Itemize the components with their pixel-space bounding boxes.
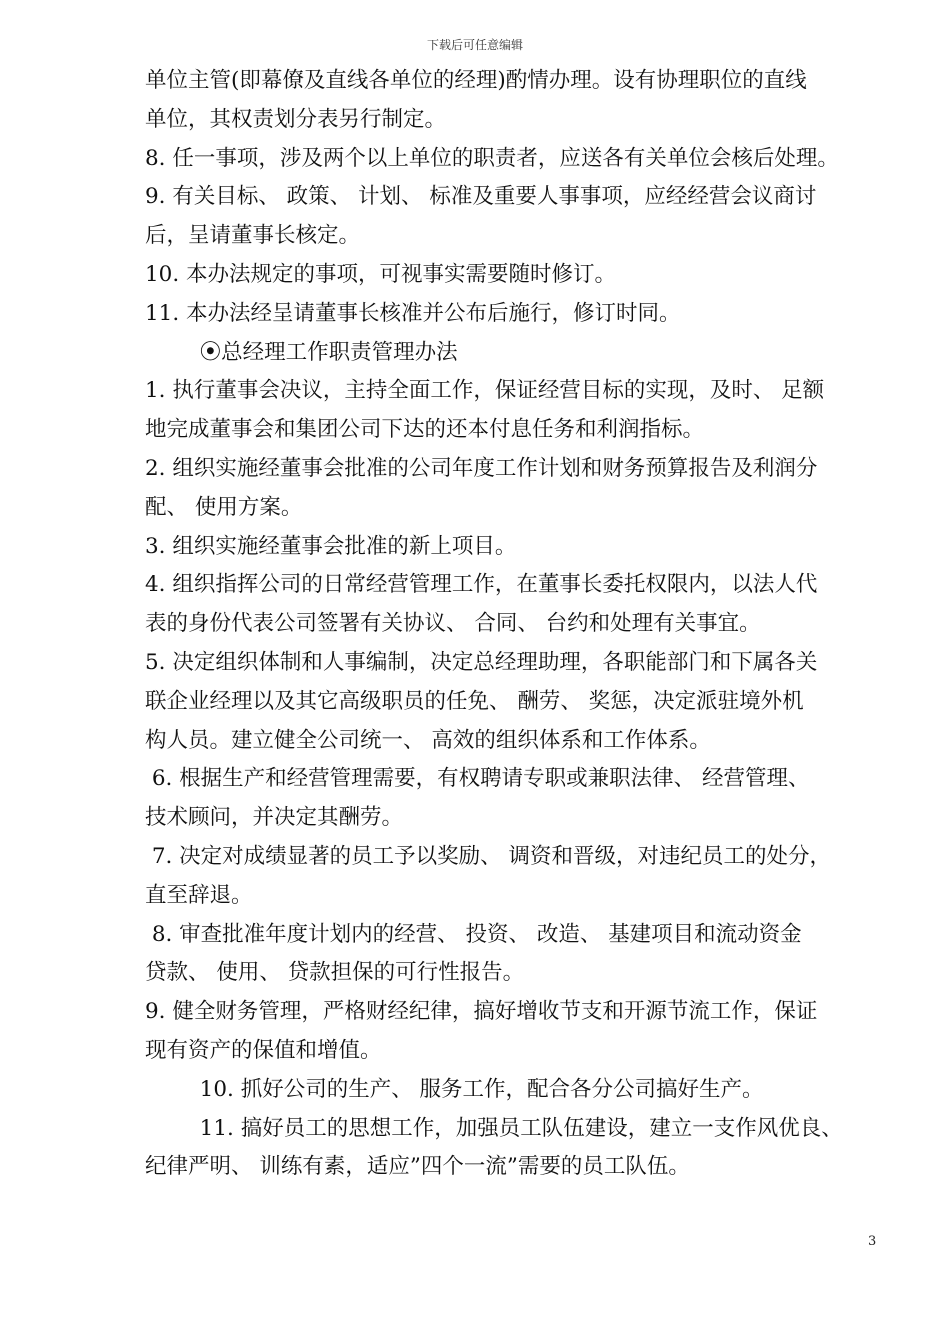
text-line: 现有资产的保值和增值。 — [145, 1037, 382, 1063]
text-line: 2. 组织实施经董事会批准的公司年度工作计划和财务预算报告及利润分 — [145, 455, 818, 481]
text-line: 10. 抓好公司的生产、 服务工作，配合各分公司搞好生产。 — [145, 1076, 764, 1102]
text-line: 构人员。建立健全公司统一、 高效的组织体系和工作体系。 — [145, 727, 711, 753]
text-line: 11. 搞好员工的思想工作，加强员工队伍建设，建立一支作风优良、 — [145, 1115, 843, 1141]
text-line: 1. 执行董事会决议，主持全面工作，保证经营目标的实现，及时、 足额 — [145, 378, 825, 404]
text-line: 直至辞退。 — [145, 882, 253, 908]
text-line: 贷款、 使用、 贷款担保的可行性报告。 — [145, 960, 525, 986]
text-line: 5. 决定组织体制和人事编制，决定总经理助理，各职能部门和下属各关 — [145, 649, 818, 675]
text-line: 11. 本办法经呈请董事长核准并公布后施行，修订时同。 — [145, 300, 681, 326]
text-line: 联企业经理以及其它高级职员的任免、 酬劳、 奖惩，决定派驻境外机 — [145, 688, 804, 714]
text-line: 地完成董事会和集团公司下达的还本付息任务和利润指标。 — [145, 417, 705, 443]
text-line: 8. 审查批准年度计划内的经营、 投资、 改造、 基建项目和流动资金 — [145, 921, 802, 947]
text-line: 8. 任一事项，涉及两个以上单位的职责者，应送各有关单位会核后处理。 — [145, 145, 839, 171]
text-line: 表的身份代表公司签署有关协议、 合同、 台约和处理有关事宜。 — [145, 611, 761, 637]
text-line: 配、 使用方案。 — [145, 494, 303, 520]
text-line: 纪律严明、 训练有素，适应”四个一流”需要的员工队伍。 — [145, 1154, 690, 1180]
text-line: 3. 组织实施经董事会批准的新上项目。 — [145, 533, 517, 559]
text-line: 4. 组织指挥公司的日常经营管理工作，在董事长委托权限内，以法人代 — [145, 572, 818, 598]
text-line: 7. 决定对成绩显著的员工予以奖励、 调资和晋级，对违纪员工的处分， — [145, 843, 832, 869]
page-header: 下载后可任意编辑 — [426, 38, 523, 52]
section-heading: ⦿总经理工作职责管理办法 — [145, 339, 458, 365]
text-line: 10. 本办法规定的事项，可视事实需要随时修订。 — [145, 261, 617, 287]
text-line: 9. 有关目标、 政策、 计划、 标准及重要人事事项，应经经营会议商讨 — [145, 184, 817, 210]
page-number: 3 — [868, 1234, 877, 1249]
text-line: 单位，其权责划分表另行制定。 — [145, 106, 447, 132]
text-line: 9. 健全财务管理，严格财经纪律，搞好增收节支和开源节流工作，保证 — [145, 999, 818, 1025]
text-line: 后，呈请董事长核定。 — [145, 223, 361, 249]
text-line: 单位主管(即幕僚及直线各单位的经理)酌情办理。设有协理职位的直线 — [145, 68, 807, 93]
document-body — [145, 62, 877, 1187]
text-line: 6. 根据生产和经营管理需要，有权聘请专职或兼职法律、 经营管理、 — [145, 766, 810, 792]
text-line: 技术顾问，并决定其酬劳。 — [145, 805, 404, 831]
